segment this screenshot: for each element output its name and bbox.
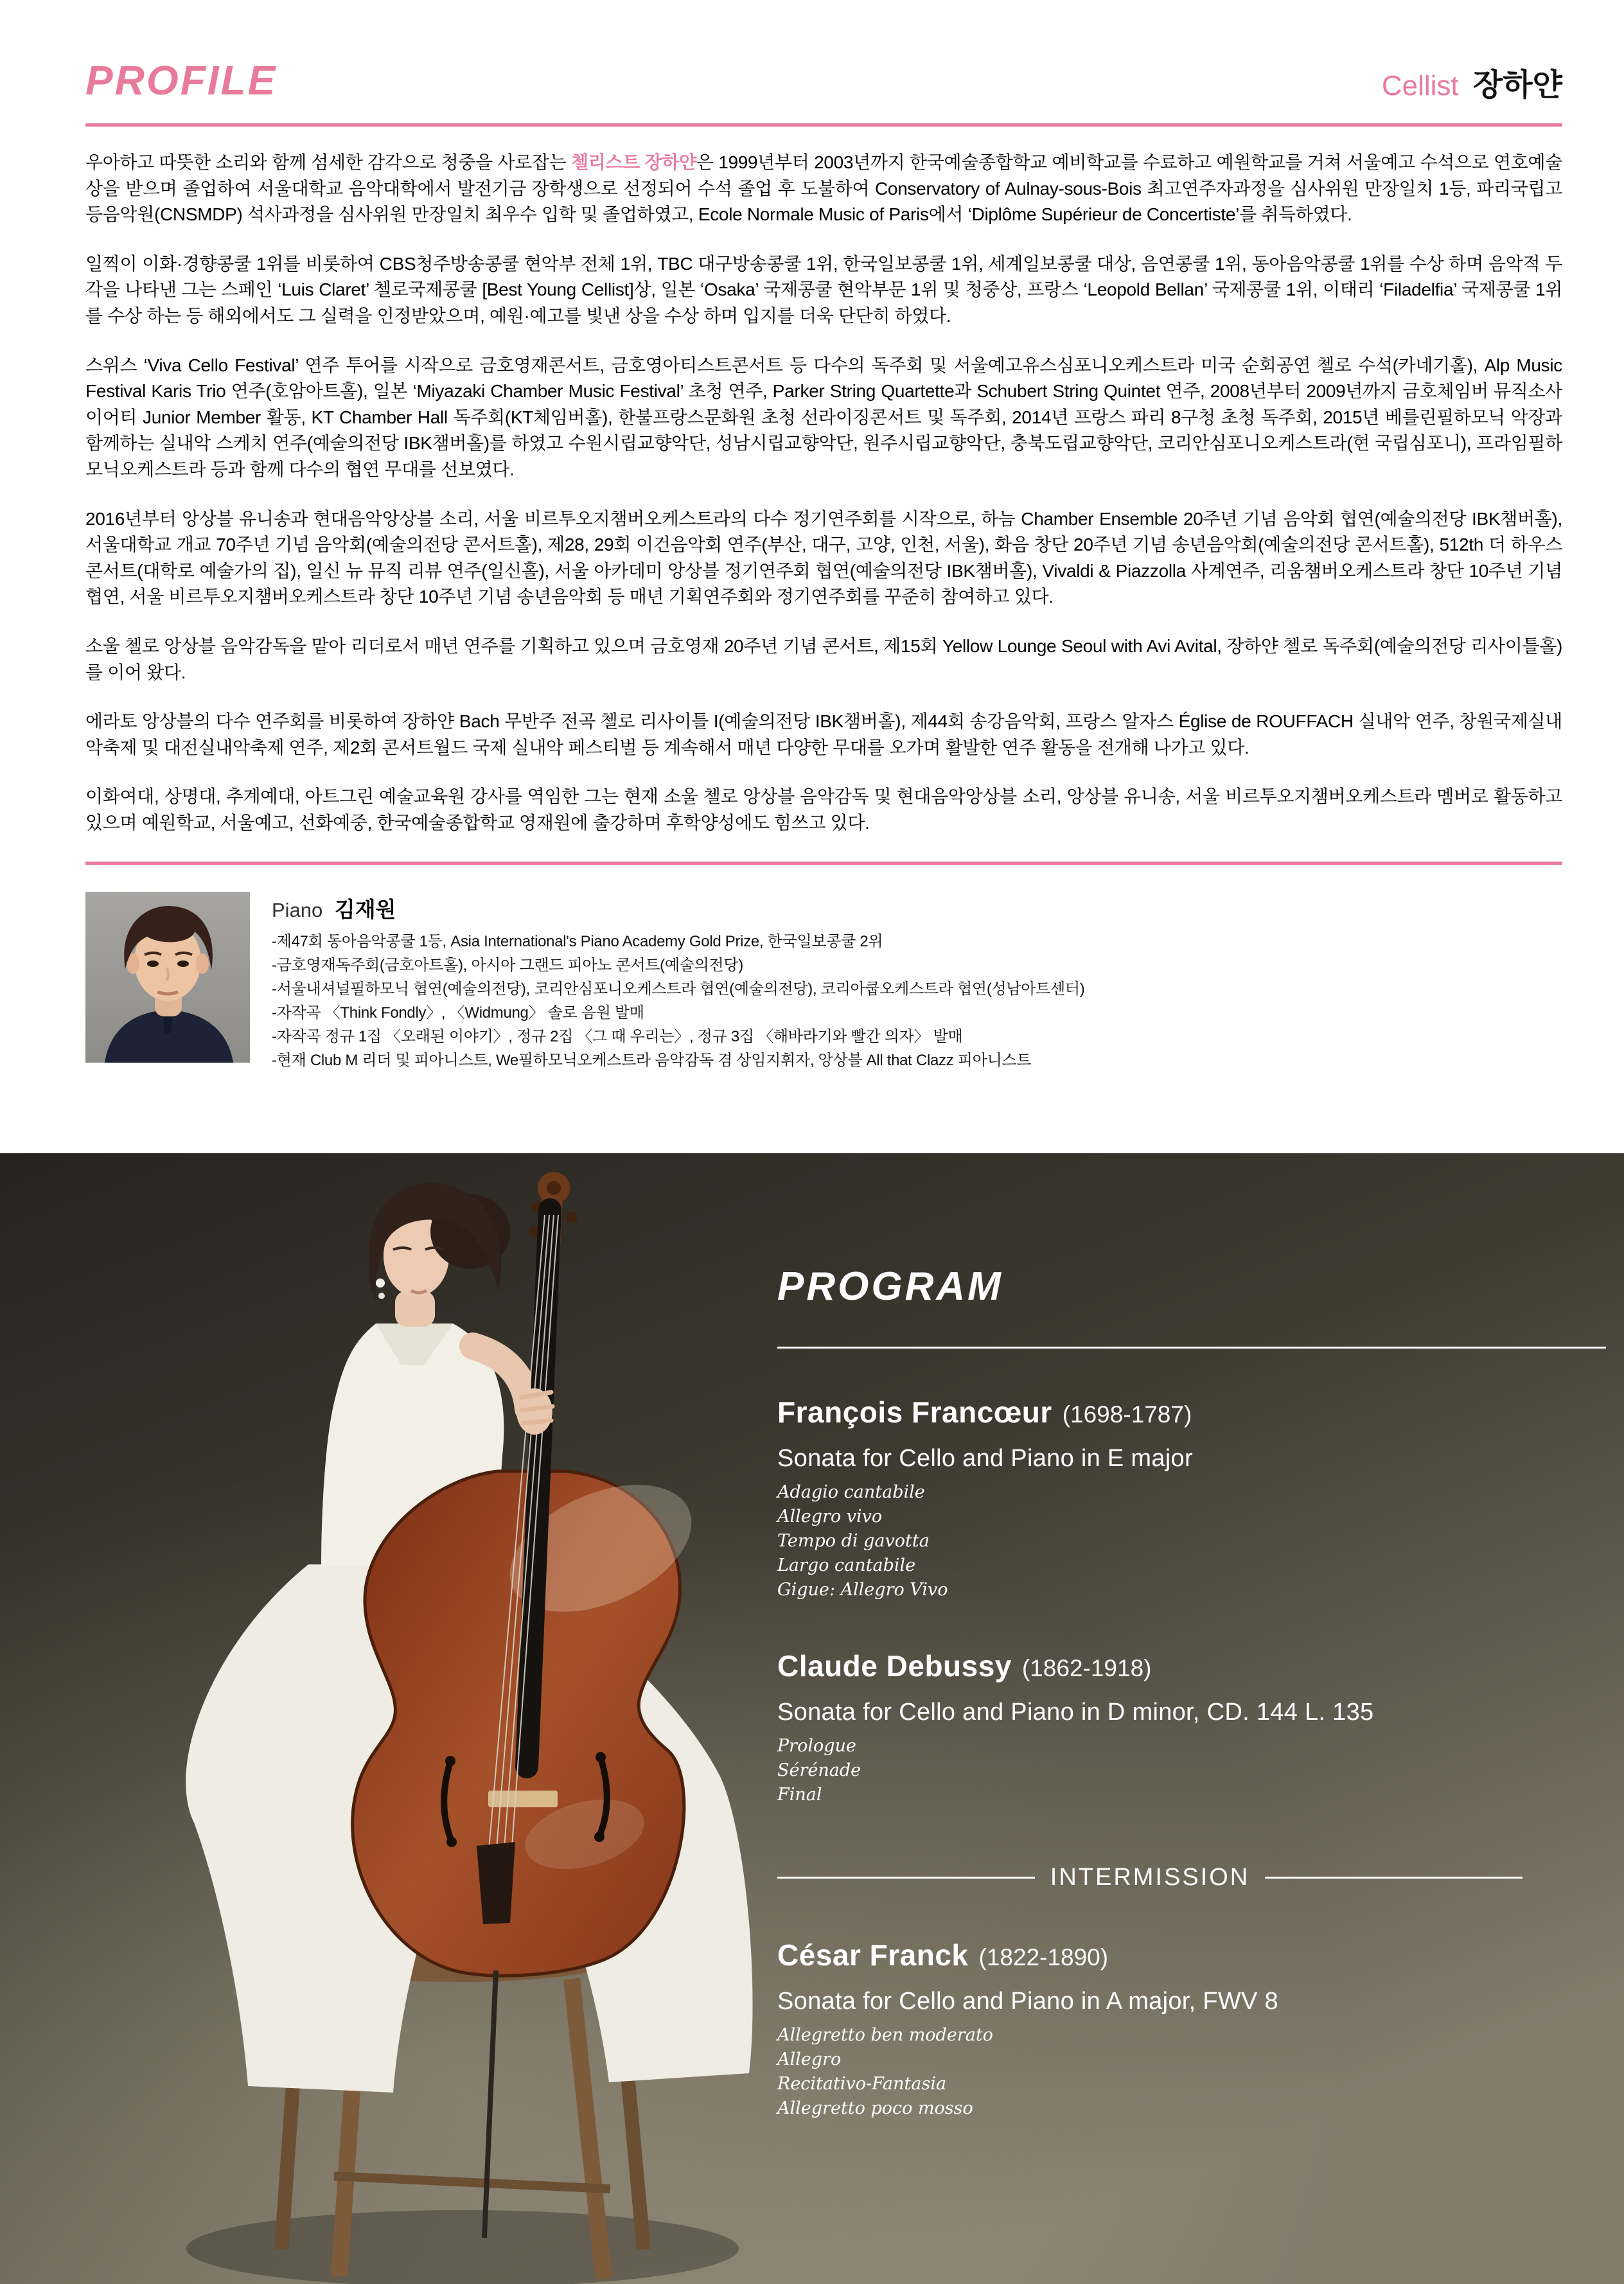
top-divider-rule (85, 123, 1562, 127)
bio-text: 우아하고 따뜻한 소리와 함께 섬세한 감각으로 청중을 사로잡는 (85, 152, 572, 172)
work-title: Sonata for Cello and Piano in D minor, CD. 144 L. 135 (777, 1699, 1374, 1726)
intermission (777, 1864, 1522, 1891)
movement: Allegro vivo (777, 1507, 883, 1527)
program-title: PROGRAM (777, 1264, 1003, 1309)
pianist-name: 김재원 (334, 898, 396, 922)
movement: Allegro (777, 2049, 842, 2069)
artist-name: 장하얀 (1472, 68, 1562, 102)
movement: Largo cantabile (777, 1555, 916, 1575)
pianist-credits (272, 930, 1562, 1072)
composer-name: François Francœur (777, 1395, 1052, 1429)
program-piece (777, 1649, 1612, 1807)
intermission-line-left (777, 1877, 1035, 1879)
composer-dates: (1822-1890) (978, 1944, 1109, 1970)
profile-title: PROFILE (85, 57, 278, 103)
bio-paragraph: 스위스 ‘Viva Cello Festival’ 연주 투어를 시작으로 금호영재콘서트, 금호영아티스트콘서트 등 다수의 독주회 및 서울예고유스심포니오케스트라 미국 순회공연 첼로 수석(카네기홀), Alp Music Festival Karis Trio 연주(호암아트홀), 일본 ‘Miyazaki Chamber Music Festival’ 초청 연주, Parker String Quartette과 Schubert String Quintet 연주, 2008년부터 2009년까지 금호체임버 뮤직소사이어티 Junior Member 활동, KT Chamber Hall 독주회(KT체임버홀), 한불프랑스문화원 초청 선라이징콘서트 및 독주회, 2014년 프랑스 파리 8구청 초청 독주회, 2015년 베를린필하모닉 악장과 함께하는 실내악 스케치 연주(예술의전당 IBK챔버홀)를 하였고 수원시립교향악단, 성남시립교향악단, 원주시립교향악단, 충북도립교향악단, 코리안심포니오케스트라(현 국립심포니), 프라임필하모닉오케스트라 등과 함께 다수의 협연 무대를 선보였다. (85, 355, 1562, 479)
movement: Allegretto ben moderato (777, 2025, 993, 2045)
profile-header (85, 57, 1562, 104)
pianist-info (272, 892, 1562, 1072)
work-title: Sonata for Cello and Piano in A major, FWV 8 (777, 1988, 1278, 2015)
movement: Prologue (777, 1736, 856, 1756)
composer-dates: (1862-1918) (1021, 1655, 1152, 1681)
biography (85, 150, 1562, 836)
work-title: Sonata for Cello and Piano in E major (777, 1445, 1193, 1472)
movement-list (777, 2023, 1612, 2121)
artist-line (1382, 60, 1562, 104)
intermission-label: INTERMISSION (1050, 1864, 1250, 1891)
credit-line: -자작곡 정규 1집 〈오래된 이야기〉, 정규 2집 〈그 때 우리는〉, 정규 3집 〈해바라기와 빨간 의자〉 발매 (272, 1028, 963, 1046)
bio-paragraph (85, 150, 1562, 228)
movement: Tempo di gavotta (777, 1531, 930, 1551)
credit-line: -금호영재독주회(금호아트홀), 아시아 그랜드 피아노 콘서트(예술의전당) (272, 957, 743, 975)
program-piece (777, 1938, 1612, 2121)
movement: Adagio cantabile (777, 1482, 925, 1502)
movement: Gigue: Allegro Vivo (777, 1580, 948, 1600)
movement-list (777, 1734, 1612, 1807)
credit-line: -제47회 동아음악콩쿨 1등, Asia International's Piano Academy Gold Prize, 한국일보콩쿨 2위 (272, 933, 883, 951)
bio-paragraph: 소울 첼로 앙상블 음악감독을 맡아 리더로서 매년 연주를 기획하고 있으며 금호영재 20주년 기념 콘서트, 제15회 Yellow Lounge Seoul with Avi Avital, 장하얀 첼로 독주회(예술의전당 리사이틀홀)를 이어 왔다. (85, 635, 1562, 682)
program-column (777, 1153, 1612, 2121)
movement: Recitativo-Fantasia (777, 2074, 947, 2094)
composer-name: César Franck (777, 1938, 969, 1972)
credit-line: -서울내셔널필하모닉 협연(예술의전당), 코리안심포니오케스트라 협연(예술의전당), 코리아쿱오케스트라 협연(성남아트센터) (272, 980, 1085, 998)
bio-text: 은 1999년부터 2003년까지 한국예술종합학교 예비학교를 수료하고 예원학교를 거쳐 서울예고 수석으로 연호예술상을 받으며 졸업하여 서울대학교 음악대학에서 발전기금 장학생으로 선정되어 수석 졸업 후 도불하여 Conservatory of Aulnay-sous-Bois 최고연주자과정을 심사위원 만장일치 1등, 파리국립고등음악원(CNSMDP) 석사과정을 심사위원 만장일치 최우수 입학 및 졸업하였고, Ecole Normale Music of Paris에서 ‘Diplôme Supérieur de Concertiste’를 취득하였다. (85, 152, 1563, 225)
program-piece (777, 1395, 1612, 1602)
movement-list (777, 1480, 1612, 1602)
credit-line: -현재 Club M 리더 및 피아니스트, We필하모닉오케스트라 음악감독 겸 상임지휘자, 앙상블 All that Clazz 피아니스트 (272, 1052, 1032, 1070)
intermission-line-right (1265, 1877, 1522, 1879)
pianist-divider-rule (85, 862, 1562, 865)
pianist-block (85, 892, 1562, 1072)
credit-line: -자작곡 〈Think Fondly〉, 〈Widmung〉 솔로 음원 발매 (272, 1004, 644, 1022)
bio-paragraph: 에라토 앙상블의 다수 연주회를 비롯하여 장하얀 Bach 무반주 전곡 첼로 리사이틀 I(예술의전당 IBK챔버홀), 제44회 송강음악회, 프랑스 알자스 Église de ROUFFACH 실내악 연주, 창원국제실내악축제 및 대전실내악축제 연주, 제2회 콘서트월드 국제 실내악 페스티벌 등 계속해서 매년 다양한 무대를 오가며 활발한 연주 활동을 전개해 나가고 있다. (85, 711, 1562, 757)
composer-dates: (1698-1787) (1062, 1401, 1192, 1428)
bio-paragraph: 이화여대, 상명대, 추계예대, 아트그린 예술교육원 강사를 역임한 그는 현재 소울 첼로 앙상블 음악감독 및 현대음악앙상블 소리, 앙상블 유니송, 서울 비르투오지챔버오케스트라 멤버로 활동하고 있으며 예원학교, 서울예고, 선화예중, 한국예술종합학교 영재원에 출강하며 후학양성에도 힘쓰고 있다. (85, 786, 1562, 833)
pianist-heading (272, 893, 1562, 923)
movement: Final (777, 1785, 822, 1805)
program-section (0, 1153, 1624, 2284)
bio-paragraph: 일찍이 이화·경향콩쿨 1위를 비롯하여 CBS청주방송콩쿨 현악부 전체 1위, TBC 대구방송콩쿨 1위, 한국일보콩쿨 1위, 세계일보콩쿨 대상, 음연콩쿨 1위, 동아음악콩쿨 1위를 수상 하며 음악적 두각을 나타낸 그는 스페인 ‘Luis Claret’ 첼로국제콩쿨 [Best Young Cellist]상, 일본 ‘Osaka’ 국제콩쿨 현악부문 1위 및 청중상, 프랑스 ‘Leopold Bellan’ 국제콩쿨 1위, 이태리 ‘Filadelfia’ 국제콩쿨 1위를 수상 하는 등 해외에서도 그 실력을 인정받았으며, 예원·예고를 빛낸 상을 수상 하며 입지를 더욱 단단히 하였다. (85, 253, 1562, 326)
movement: Sérénade (777, 1760, 861, 1780)
bio-paragraph: 2016년부터 앙상블 유니송과 현대음악앙상블 소리, 서울 비르투오지챔버오케스트라의 다수 정기연주회를 시작으로, 하늠 Chamber Ensemble 20주년 기념 음악회 협연(예술의전당 IBK챔버홀), 서울대학교 개교 70주년 기념 음악회(예술의전당 콘서트홀), 제28, 29회 이건음악회 연주(부산, 대구, 고양, 인천, 서울), 화음 창단 20주년 기념 송년음악회(예술의전당 콘서트홀), 512th 더 하우스 콘서트(대학로 예술가의 집), 일신 뉴 뮤직 리뷰 연주(일신홀), 서울 아카데미 앙상블 정기연주회 협연(예술의전당 IBK챔버홀), Vivaldi & Piazzolla 사계연주, 리움챔버오케스트라 창단 10주년 기념 협연, 서울 비르투오지챔버오케스트라 창단 10주년 기념 송년음악회 등 매년 기획연주회와 정기연주회를 꾸준히 참여하고 있다. (85, 508, 1562, 607)
program-divider-rule (777, 1347, 1606, 1349)
artist-role: Cellist (1381, 70, 1459, 102)
movement: Allegretto poco mosso (777, 2098, 973, 2118)
composer-name: Claude Debussy (777, 1649, 1012, 1683)
pianist-role-label: Piano (272, 899, 323, 922)
artist-name-highlight: 첼리스트 장하얀 (571, 152, 696, 172)
pianist-photo (85, 892, 250, 1063)
